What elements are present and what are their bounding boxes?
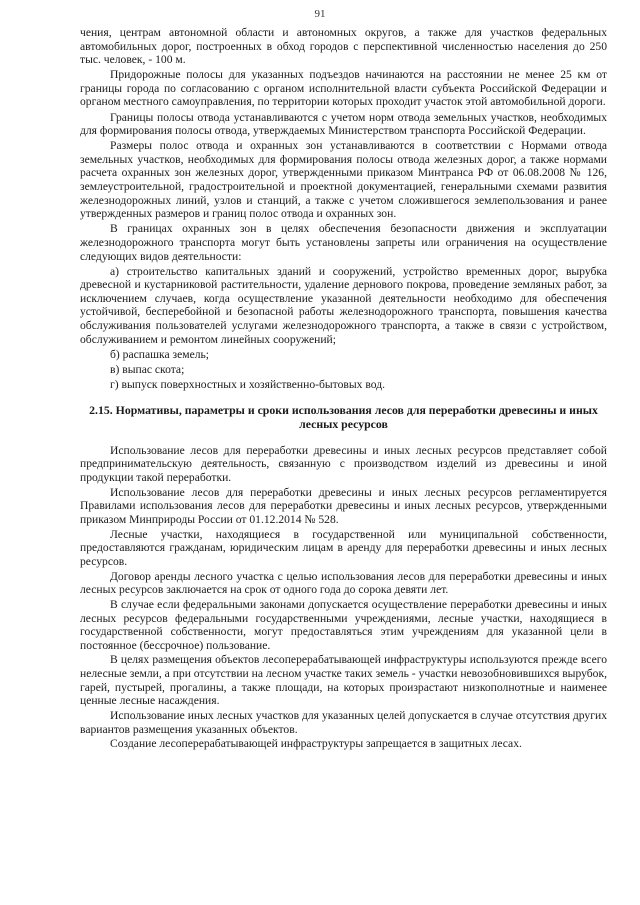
paragraph: г) выпуск поверхностных и хозяйственно-бытовых вод.	[110, 377, 386, 391]
paragraph: Использование лесов для переработки древесины и иных лесных ресурсов представляет собой предпринимательскую деятельность, связанную с производством изделий из древесины и иной продукции такой переработки.	[80, 443, 607, 484]
paragraph: В целях размещения объектов лесоперерабатывающей инфраструктуры используются прежде всего нелесные земли, а при отсутствии на лесном участке таких земель - участки невозобновившихся вырубок, гарей, пустырей, прогалины, а также площади, на которых произрастают низкополнотные и наименее ценные лесные насаждения.	[80, 653, 607, 708]
top-text-block	[80, 26, 607, 391]
section-heading: 2.15. Нормативы, параметры и сроки использования лесов для переработки древесины и иных лесных ресурсов	[89, 403, 598, 432]
paragraph: Договор аренды лесного участка с целью использования лесов для переработки древесины и иных лесных ресурсов заключается на срок от одного года до сорока девяти лет.	[80, 569, 607, 597]
paragraph: Границы полосы отвода устанавливаются с учетом норм отвода земельных участков, необходимых для формирования полосы отвода, утверждаемых Министерством транспорта Российской Федерации.	[80, 110, 607, 138]
paragraph: Использование лесов для переработки древесины и иных лесных ресурсов регламентируется Правилами использования лесов для переработки древесины и иных лесных ресурсов, утвержденными приказом Минприроды России от 01.12.2014 № 528.	[80, 485, 607, 526]
section-text-block	[80, 444, 607, 751]
paragraph: Лесные участки, находящиеся в государственной или муниципальной собственности, предоставляются гражданам, юридическим лицам в аренду для переработки древесины и иных лесных ресурсов.	[80, 527, 607, 568]
paragraph: а) строительство капитальных зданий и сооружений, устройство временных дорог, вырубка древесной и кустарниковой растительности, удаление дернового покрова, проведение земляных работ, за исключением случаев, когда осуществление указанной деятельности необходимо для обеспечения устойчивой, бесперебойной и безопасной работы железнодорожного транспорта, повышения качества обслуживания пользователей услугами железнодорожного транспорта, а также в связи с устройством, обслуживанием и ремонтом линейных сооружений;	[80, 264, 607, 346]
paragraph: Создание лесоперерабатывающей инфраструктуры запрещается в защитных лесах.	[110, 737, 522, 751]
paragraph: В случае если федеральными законами допускается осуществление переработки древесины и иных лесных ресурсов федеральными государственными учреждениями, лесные участки, находящиеся в государственной собственности, могут предоставляться этим учреждениям для указанной цели в постоянное (бессрочное) пользование.	[80, 597, 607, 652]
page-number: 91	[314, 8, 326, 20]
paragraph: Использование иных лесных участков для указанных целей допускается в случае отсутствия других вариантов размещения указанных объектов.	[80, 709, 607, 736]
paragraph: б) распашка земель;	[110, 347, 210, 361]
paragraph: В границах охранных зон в целях обеспечения безопасности движения и эксплуатации железнодорожного транспорта могут быть установлены запреты или ограничения на осуществление следующих видов деятельности:	[80, 222, 607, 263]
paragraph: в) выпас скота;	[110, 362, 185, 376]
paragraph: Размеры полос отвода и охранных зон устанавливаются в соответствии с Нормами отвода земельных участков, необходимых для формирования полосы отвода железных дорог, а также нормами расчета охранных зон железных дорог, утвержденными приказом Минтранса РФ от 06.08.2008 № 126, землеустроительной, градостроительной и проектной документацией, генеральными схемами развития железнодорожных линий, узлов и станций, а также с учетом сложившегося землепользования и ранее утвержденных размеров и границ полос отвода и охранных зон.	[80, 139, 607, 221]
page-content	[80, 26, 607, 752]
paragraph: чения, центрам автономной области и автономных округов, а также для участков федеральных автомобильных дорог, построенных в обход городов с перспективной численностью населения до 250 тыс. человек, - 100 м.	[80, 26, 607, 67]
paragraph: Придорожные полосы для указанных подъездов начинаются на расстоянии не менее 25 км от границы города по согласованию с органом исполнительной власти субъекта Российской Федерации и органом местного самоуправления, по территории которых проходит участок этой автомобильной дороги.	[80, 68, 607, 109]
